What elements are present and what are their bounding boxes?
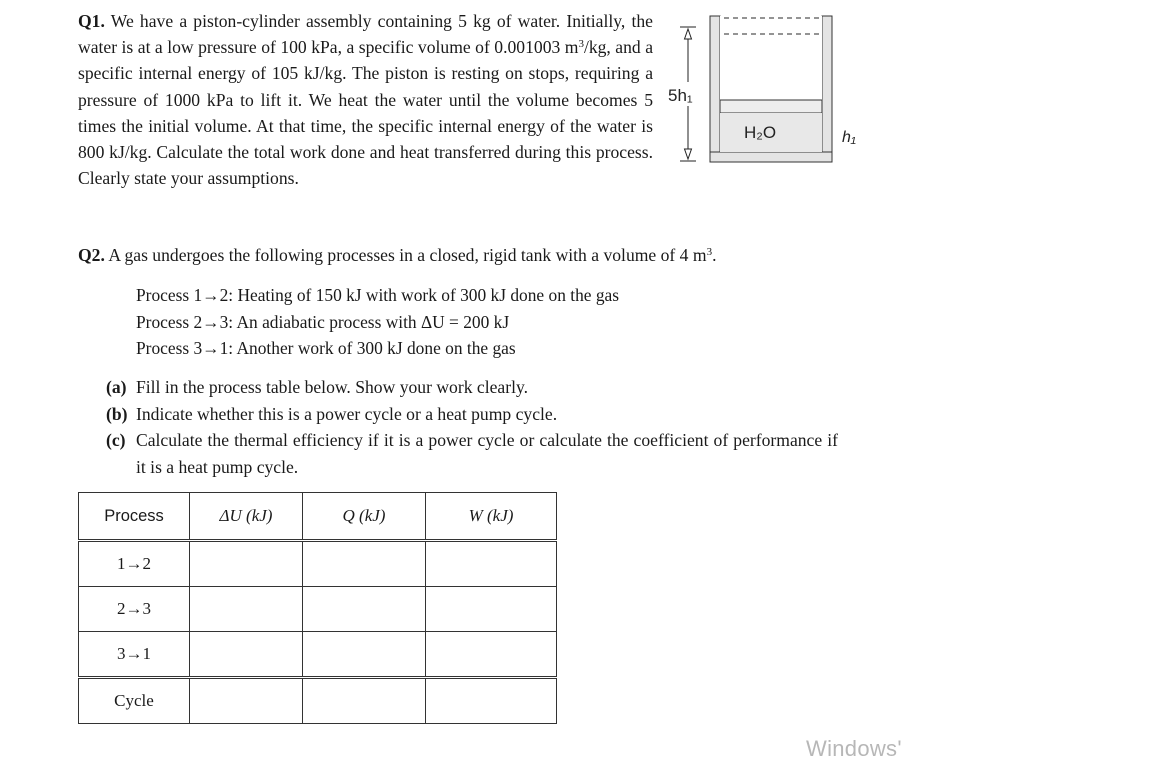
table-row-cycle: [79, 678, 557, 724]
part-a-text: Fill in the process table below. Show your work clearly.: [136, 377, 529, 397]
process-item: Process 3→1: Another work of 300 kJ done on the gas: [136, 338, 516, 358]
q2-text-end: .: [712, 245, 717, 265]
part-b-text: Indicate whether this is a power cycle or a heat pump cycle.: [136, 403, 558, 424]
arrow-down-head: [685, 149, 692, 159]
q2-superscript: 3: [706, 246, 713, 258]
piston-cylinder-diagram: [660, 10, 860, 170]
cell-process: 1→2: [79, 541, 190, 587]
table-header-row: [79, 493, 557, 541]
part-a-label: (a): [106, 377, 127, 397]
part-b: [106, 401, 838, 428]
part-c: [106, 427, 838, 480]
header-w: W (kJ): [426, 493, 557, 541]
process-item: Process 1→2: Heating of 150 kJ with work of 300 kJ done on the gas: [136, 285, 620, 305]
cylinder-right-wall: [822, 16, 832, 162]
cell-w[interactable]: [426, 678, 557, 724]
q1-label: Q1.: [78, 11, 105, 31]
cell-w[interactable]: [426, 541, 557, 587]
part-c-label: (c): [106, 430, 126, 450]
cell-q[interactable]: [303, 587, 426, 632]
cell-delta-u[interactable]: [190, 587, 303, 632]
cell-process: 2→3: [79, 587, 190, 632]
process-item: Process 2→3: An adiabatic process with ΔU = 200 kJ: [136, 311, 510, 332]
table-row: [79, 632, 557, 678]
windows-watermark: Windows': [806, 736, 902, 761]
part-b-label: (b): [106, 403, 128, 424]
header-q: Q (kJ): [303, 493, 426, 541]
process-list: [136, 282, 619, 362]
piston: [720, 100, 822, 113]
part-a: [106, 374, 838, 401]
arrow-up-head: [685, 29, 692, 39]
q2-label: Q2.: [78, 245, 105, 265]
cell-w[interactable]: [426, 632, 557, 678]
cell-q[interactable]: [303, 541, 426, 587]
table-row: [79, 541, 557, 587]
process-table: [78, 492, 557, 724]
header-delta-u: ΔU (kJ): [190, 493, 303, 541]
label-h1: h₁: [842, 129, 856, 146]
table-row: [79, 587, 557, 632]
cell-q[interactable]: [303, 632, 426, 678]
part-c-text: Calculate the thermal efficiency if it is a power cycle or calculate the coefficient of performance if it is a heat pump cycle.: [136, 430, 838, 477]
label-5h1: 5h₁: [668, 86, 693, 105]
header-process: Process: [79, 493, 190, 541]
q1-superscript: 3: [578, 38, 584, 51]
question-2: [78, 242, 716, 268]
question-1: [78, 8, 653, 191]
cell-w[interactable]: [426, 587, 557, 632]
cell-delta-u[interactable]: [190, 632, 303, 678]
cell-q[interactable]: [303, 678, 426, 724]
cell-delta-u[interactable]: [190, 678, 303, 724]
q2-text: A gas undergoes the following processes in a closed, rigid tank with a volume of 4 m: [108, 245, 707, 265]
cell-process: 3→1: [79, 632, 190, 678]
cylinder-bottom: [710, 152, 832, 162]
cell-delta-u[interactable]: [190, 541, 303, 587]
label-h2o: H₂O: [744, 123, 777, 142]
q1-text-part1: We have a piston-cylinder assembly containing 5 kg of water. Initially, the water is at a low pressure of 100 kPa, a specific volume of 0.001003 m: [78, 11, 653, 58]
cell-process: Cycle: [79, 678, 190, 724]
question-parts: [106, 374, 838, 480]
q1-text-part2: /kg, and a specific internal energy of 105 kJ/kg. The piston is resting on stops, requiring a pressure of 1000 kPa to lift it. We heat the water until the volume becomes 5 times the initial volume. At that time, the specific internal energy of the water is 800 kJ/kg. Calculate the total work done and heat transferred during this process. Clearly state your assumptions.: [78, 37, 654, 189]
cylinder-left-wall: [710, 16, 720, 162]
